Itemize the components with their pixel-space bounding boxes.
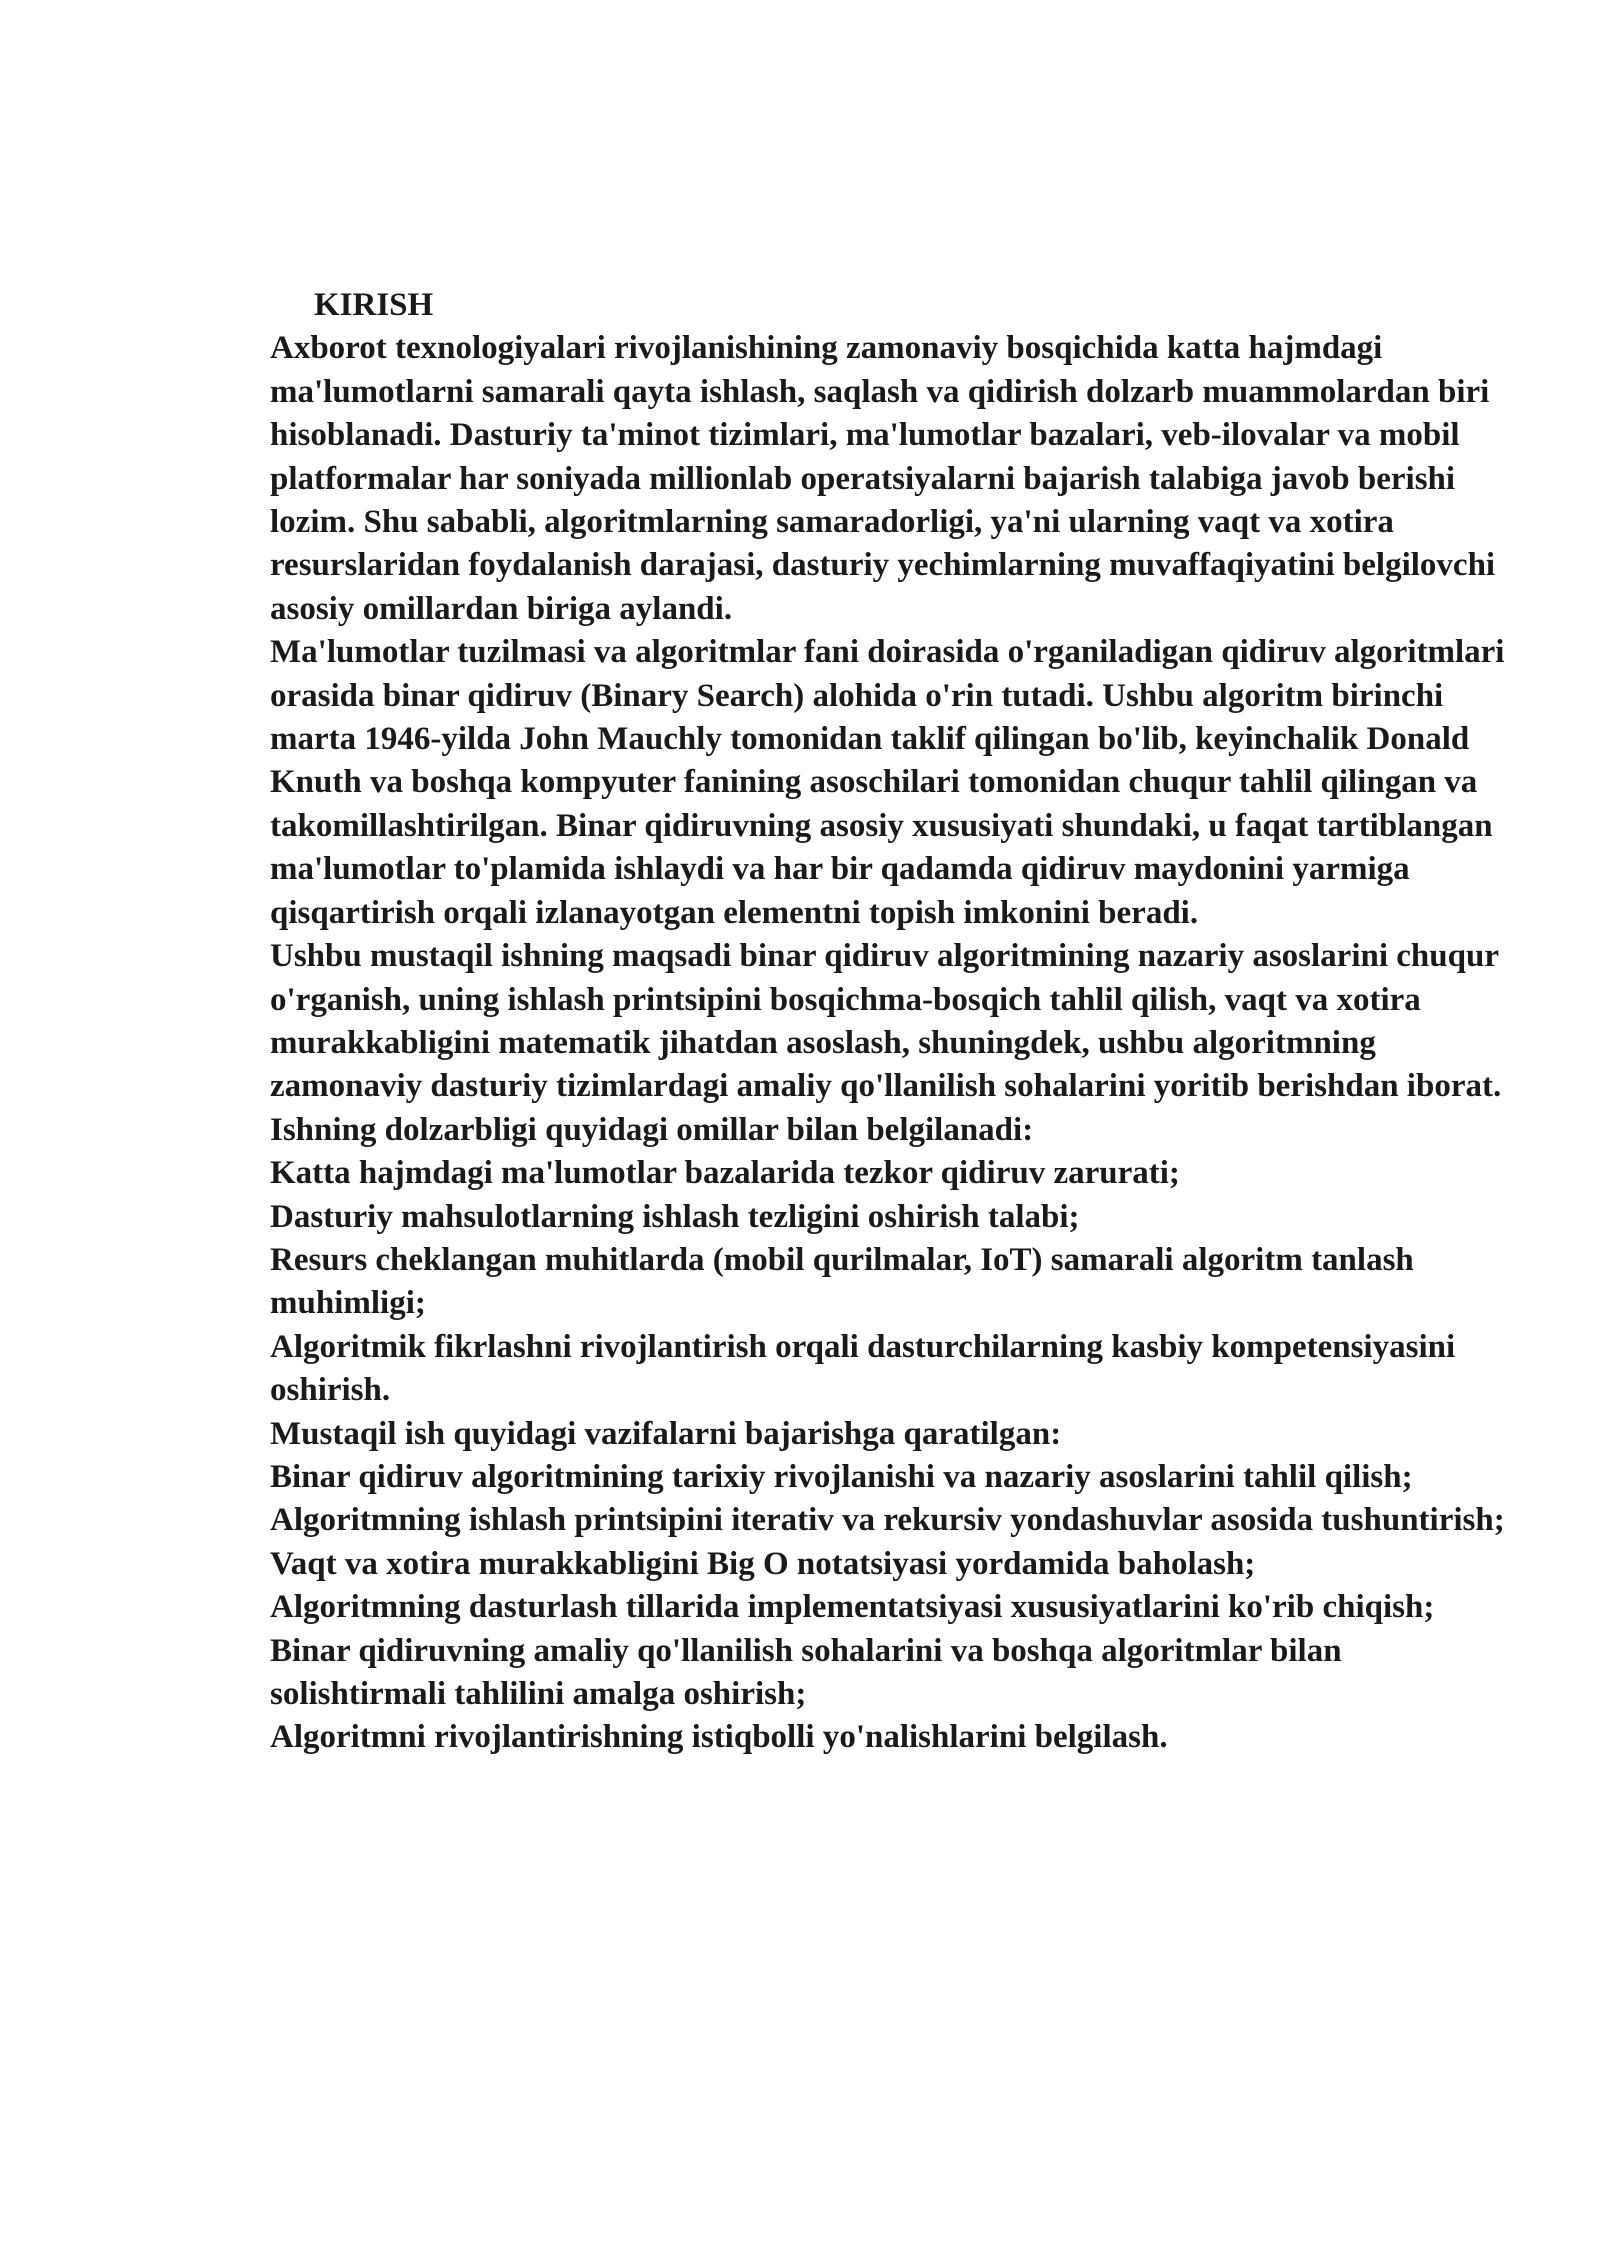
relevance-intro: Ishning dolzarbligi quyidagi omillar bilan belgilanadi: <box>270 1111 1034 1148</box>
tasks-intro: Mustaqil ish quyidagi vazifalarni bajarishga qaratilgan: <box>270 1415 1062 1452</box>
relevance-item: Algoritmik fikrlashni rivojlantirish orqali dasturchilarning kasbiy kompetensiyasini oshirish. <box>270 1328 1456 1409</box>
relevance-item: Resurs cheklangan muhitlarda (mobil qurilmalar, IoT) samarali algoritm tanlash muhimligi; <box>270 1241 1414 1322</box>
task-item: Binar qidiruv algoritmining tarixiy rivojlanishi va nazariy asoslarini tahlil qilish; <box>270 1458 1413 1495</box>
task-item: Vaqt va xotira murakkabligini Big O notatsiyasi yordamida baholash; <box>270 1545 1256 1582</box>
task-item: Algoritmning ishlash printsipini iterativ va rekursiv yondashuvlar asosida tushuntirish; <box>270 1502 1505 1539</box>
paragraph-intro: Axborot texnologiyalari rivojlanishining zamonaviy bosqichida katta hajmdagi ma'lumotlarni samarali qayta ishlash, saqlash va qidirish dolzarb muammolardan biri hisoblanadi. Dasturiy ta'minot tizimlari, ma'lumotlar bazalari, veb-ilovalar va mobil platformalar har soniyada millionlab operatsiyalarni bajarish talabiga javob berishi lozim. Shu sababli, algoritmlarning samaradorligi, ya'ni ularning vaqt va xotira resurslaridan foydalanish darajasi, dasturiy yechimlarning muvaffaqiyatini belgilovchi asosiy omillardan biriga aylandi. <box>270 330 1496 627</box>
paragraph-binary-search: Ma'lumotlar tuzilmasi va algoritmlar fani doirasida o'rganiladigan qidiruv algoritmlari orasida binar qidiruv (Binary Search) alohida o'rin tutadi. Ushbu algoritm birinchi marta 1946-yilda John Mauchly tomonidan taklif qilingan bo'lib, keyinchalik Donald Knuth va boshqa kompyuter fanining asoschilari tomonidan chuqur tahlil qilingan va takomillashtirilgan. Binar qidiruvning asosiy xususiyati shundaki, u faqat tartiblangan ma'lumotlar to'plamida ishlaydi va har bir qadamda qidiruv maydonini yarmiga qisqartirish orqali izlanayotgan elementni topish imkonini beradi. <box>270 634 1505 931</box>
relevance-item: Katta hajmdagi ma'lumotlar bazalarida tezkor qidiruv zarurati; <box>270 1155 1180 1192</box>
paragraph-goal: Ushbu mustaqil ishning maqsadi binar qidiruv algoritmining nazariy asoslarini chuqur o'rganish, uning ishlash printsipini bosqichma-bosqich tahlil qilish, vaqt va xotira murakkabligini matematik jihatdan asoslash, shuningdek, ushbu algoritmning zamonaviy dasturiy tizimlardagi amaliy qo'llanilish sohalarini yoritib berishdan iborat. <box>270 938 1502 1105</box>
task-item: Algoritmni rivojlantirishning istiqbolli yo'nalishlarini belgilash. <box>270 1719 1168 1756</box>
relevance-item: Dasturiy mahsulotlarning ishlash tezligini oshirish talabi; <box>270 1198 1080 1235</box>
section-heading: KIRISH <box>314 287 434 323</box>
document-body <box>270 284 1520 1760</box>
task-item: Algoritmning dasturlash tillarida implementatsiyasi xususiyatlarini ko'rib chiqish; <box>270 1589 1435 1626</box>
task-item: Binar qidiruvning amaliy qo'llanilish sohalarini va boshqa algoritmlar bilan solishtirmali tahlilini amalga oshirish; <box>270 1632 1342 1712</box>
